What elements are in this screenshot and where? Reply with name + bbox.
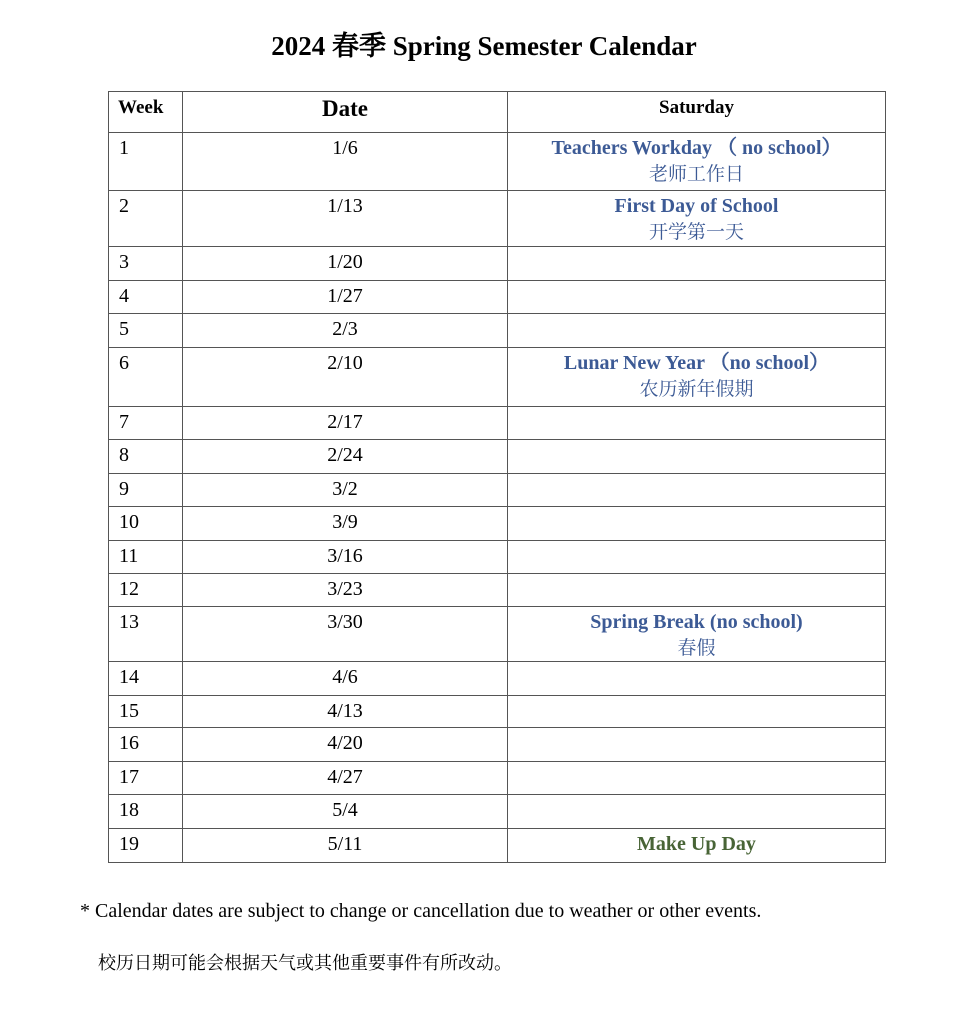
- week-cell: 10: [109, 507, 183, 541]
- week-cell: 7: [109, 407, 183, 440]
- table-row: [109, 191, 886, 247]
- week-cell: 6: [109, 348, 183, 407]
- week-cell: 9: [109, 474, 183, 507]
- table-row: [109, 440, 886, 474]
- date-cell: 3/23: [183, 574, 508, 607]
- table-row: [109, 474, 886, 507]
- date-cell: 1/27: [183, 281, 508, 314]
- date-cell: 1/20: [183, 247, 508, 281]
- table-row: [109, 829, 886, 863]
- event-label-chinese: 农历新年假期: [639, 378, 754, 400]
- saturday-event-cell: [508, 507, 886, 541]
- saturday-event-cell: [508, 348, 886, 407]
- column-header-saturday: Saturday: [508, 92, 886, 133]
- date-cell: 1/13: [183, 191, 508, 247]
- saturday-event-cell: [508, 247, 886, 281]
- date-cell: 4/13: [183, 696, 508, 728]
- table-row: [109, 348, 886, 407]
- table-row: [109, 407, 886, 440]
- week-cell: 13: [109, 607, 183, 662]
- saturday-event-cell: [508, 474, 886, 507]
- table-row: [109, 247, 886, 281]
- date-cell: 5/11: [183, 829, 508, 863]
- week-cell: 11: [109, 541, 183, 574]
- saturday-event-cell: [508, 728, 886, 762]
- saturday-event-cell: [508, 191, 886, 247]
- saturday-event-cell: [508, 314, 886, 348]
- saturday-event-cell: [508, 607, 886, 662]
- column-header-date: Date: [183, 92, 508, 133]
- table-row: [109, 762, 886, 795]
- table-row: [109, 133, 886, 191]
- table-row: [109, 281, 886, 314]
- date-cell: 3/2: [183, 474, 508, 507]
- date-cell: 4/20: [183, 728, 508, 762]
- table-row: [109, 795, 886, 829]
- table-row: [109, 607, 886, 662]
- saturday-event-cell: [508, 281, 886, 314]
- date-cell: 2/24: [183, 440, 508, 474]
- date-cell: 4/27: [183, 762, 508, 795]
- saturday-event-cell: [508, 795, 886, 829]
- week-cell: 18: [109, 795, 183, 829]
- event-label-english: First Day of School: [614, 195, 779, 217]
- date-cell: 4/6: [183, 662, 508, 696]
- date-cell: 2/10: [183, 348, 508, 407]
- week-cell: 17: [109, 762, 183, 795]
- event-label-chinese: 开学第一天: [648, 221, 744, 243]
- week-cell: 16: [109, 728, 183, 762]
- semester-calendar-table: [108, 91, 886, 863]
- date-cell: 1/6: [183, 133, 508, 191]
- date-cell: 5/4: [183, 795, 508, 829]
- saturday-event-cell: [508, 829, 886, 863]
- table-row: [109, 574, 886, 607]
- week-cell: 3: [109, 247, 183, 281]
- week-cell: 8: [109, 440, 183, 474]
- date-cell: 2/3: [183, 314, 508, 348]
- event-label-chinese: 老师工作日: [648, 163, 744, 185]
- column-header-week: Week: [109, 92, 183, 133]
- week-cell: 14: [109, 662, 183, 696]
- week-cell: 5: [109, 314, 183, 348]
- date-cell: 2/17: [183, 407, 508, 440]
- saturday-event-cell: [508, 440, 886, 474]
- saturday-event-cell: [508, 133, 886, 191]
- date-cell: 3/9: [183, 507, 508, 541]
- table-row: [109, 662, 886, 696]
- event-label-english: Teachers Workday （ no school）: [551, 137, 842, 159]
- date-cell: 3/16: [183, 541, 508, 574]
- table-row: [109, 728, 886, 762]
- saturday-event-cell: [508, 662, 886, 696]
- event-label-english: Lunar New Year （no school）: [563, 352, 830, 374]
- disclaimer-chinese: 校历日期可能会根据天气或其他重要事件有所改动。: [98, 953, 512, 974]
- week-cell: 15: [109, 696, 183, 728]
- table-row: [109, 541, 886, 574]
- page-title: 2024 春季 Spring Semester Calendar: [271, 31, 697, 61]
- event-label-english: Spring Break (no school): [590, 611, 803, 633]
- event-label-chinese: 春假: [677, 637, 716, 659]
- week-cell: 19: [109, 829, 183, 863]
- table-row: [109, 696, 886, 728]
- event-label-english: Make Up Day: [637, 833, 756, 855]
- saturday-event-cell: [508, 407, 886, 440]
- week-cell: 12: [109, 574, 183, 607]
- table-row: [109, 507, 886, 541]
- saturday-event-cell: [508, 541, 886, 574]
- saturday-event-cell: [508, 574, 886, 607]
- week-cell: 2: [109, 191, 183, 247]
- table-header-row: [109, 92, 886, 133]
- week-cell: 4: [109, 281, 183, 314]
- date-cell: 3/30: [183, 607, 508, 662]
- table-body: [109, 133, 886, 863]
- week-cell: 1: [109, 133, 183, 191]
- saturday-event-cell: [508, 762, 886, 795]
- saturday-event-cell: [508, 696, 886, 728]
- table-row: [109, 314, 886, 348]
- disclaimer-english: * Calendar dates are subject to change or cancellation due to weather or other events.: [80, 900, 762, 922]
